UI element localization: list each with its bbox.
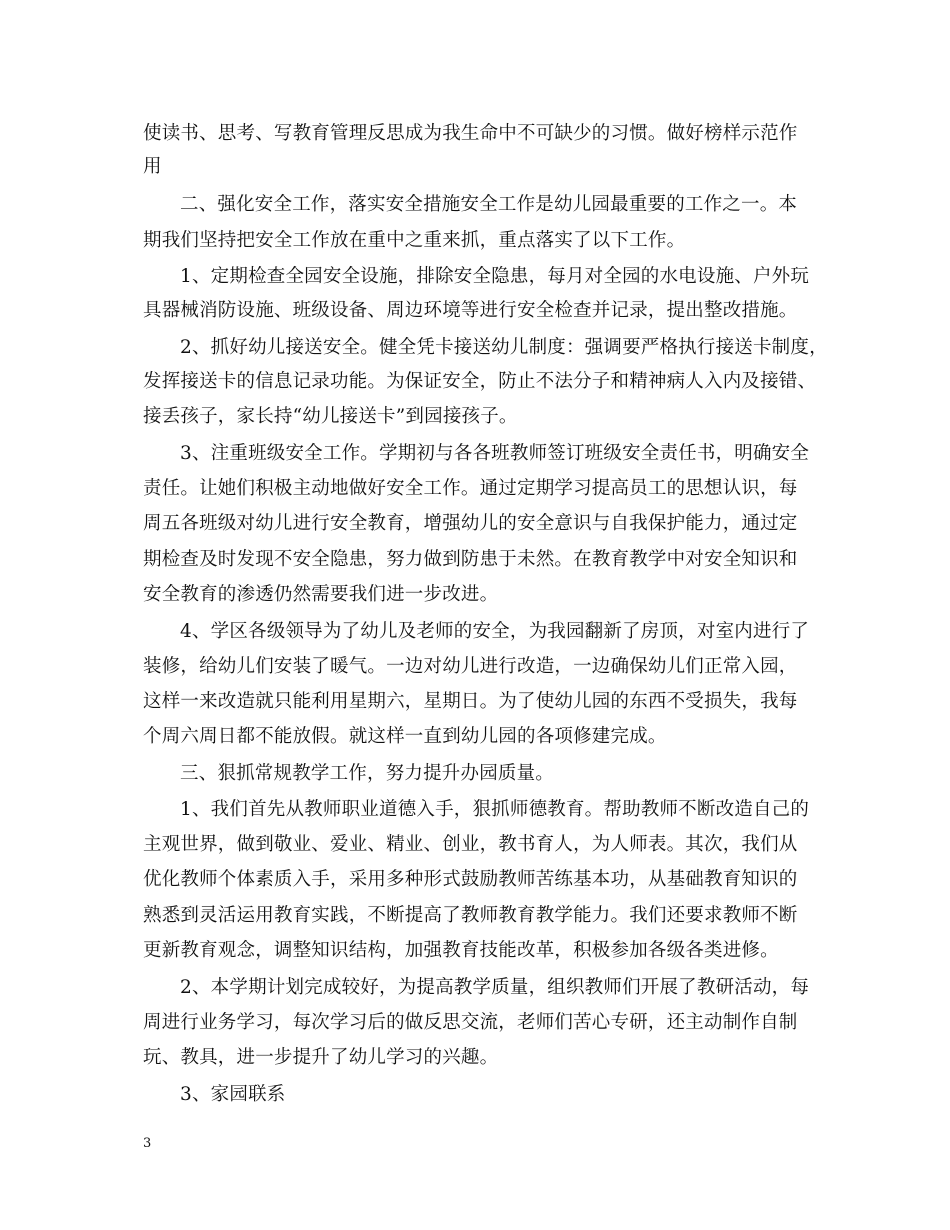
text-line: 个周六周日都不能放假。就这样一直到幼儿园的各项修建完成。 (143, 726, 667, 747)
text-line: 4、学区各级领导为了幼儿及老师的安全，为我园翻新了房顶，对室内进行了 (180, 621, 810, 642)
text-line: 具器械消防设施、班级设备、周边环境等进行安全检查并记录，提出整改措施。 (143, 300, 798, 321)
text-line: 周五各班级对幼儿进行安全教育，增强幼儿的安全意识与自我保护能力，通过定 (143, 513, 798, 534)
section-heading: 二、强化安全工作，落实安全措施安全工作是幼儿园最重要的工作之一。本 (180, 194, 798, 215)
text-line: 主观世界，做到敬业、爱业、精业、创业，教书育人，为人师表。其次，我们从 (143, 834, 798, 855)
text-line: 3、注重班级安全工作。学期初与各各班教师签订班级安全责任书，明确安全 (180, 443, 810, 464)
text-line: 优化教师个体素质入手，采用多种形式鼓励教师苦练基本功，从基础教育知识的 (143, 869, 798, 890)
subsection-heading: 3、家园联系 (180, 1084, 286, 1105)
page-number: 3 (143, 1136, 152, 1151)
text-line: 更新教育观念，调整知识结构，加强教育技能改革，积极参加各级各类进修。 (143, 940, 779, 961)
text-line: 使读书、思考、写教育管理反思成为我生命中不可缺少的习惯。做好榜样示范作 (143, 123, 798, 144)
text-line: 安全教育的渗透仍然需要我们进一步改进。 (143, 584, 499, 605)
text-line: 1、我们首先从教师职业道德入手，狠抓师德教育。帮助教师不断改造自己的 (180, 799, 810, 820)
text-line: 熟悉到灵活运用教育实践，不断提高了教师教育教学能力。我们还要求教师不断 (143, 905, 798, 926)
text-line: 装修，给幼儿们安装了暖气。一边对幼儿进行改造，一边确保幼儿们正常入园， (143, 656, 798, 677)
text-line: 这样一来改造就只能利用星期六，星期日。为了使幼儿园的东西不受损失，我每 (143, 691, 798, 712)
text-line: 用 (143, 156, 162, 177)
text-line: 责任。让她们积极主动地做好安全工作。通过定期学习提高员工的思想认识，每 (143, 478, 798, 499)
text-line: 周进行业务学习，每次学习后的做反思交流，老师们苦心专研，还主动制作自制 (143, 1012, 798, 1033)
text-line: 1、定期检查全园安全设施，排除安全隐患，每月对全园的水电设施、户外玩 (180, 266, 810, 287)
text-line: 发挥接送卡的信息记录功能。为保证安全，防止不法分子和精神病人入内及接错、 (143, 371, 817, 392)
text-line: 玩、教具，进一步提升了幼儿学习的兴趣。 (143, 1047, 499, 1068)
text-line: 2、抓好幼儿接送安全。健全凭卡接送幼儿制度：强调要严格执行接送卡制度， (180, 337, 828, 358)
text-line: 接丢孩子，家长持“幼儿接送卡”到园接孩子。 (143, 406, 518, 427)
text-line: 2、本学期计划完成较好，为提高教学质量，组织教师们开展了教研活动，每 (180, 977, 810, 998)
section-heading: 三、狠抓常规教学工作，努力提升办园质量。 (180, 763, 555, 784)
text-line: 期检查及时发现不安全隐患，努力做到防患于未然。在教育教学中对安全知识和 (143, 549, 798, 570)
text-line: 期我们坚持把安全工作放在重中之重来抓，重点落实了以下工作。 (143, 230, 686, 251)
